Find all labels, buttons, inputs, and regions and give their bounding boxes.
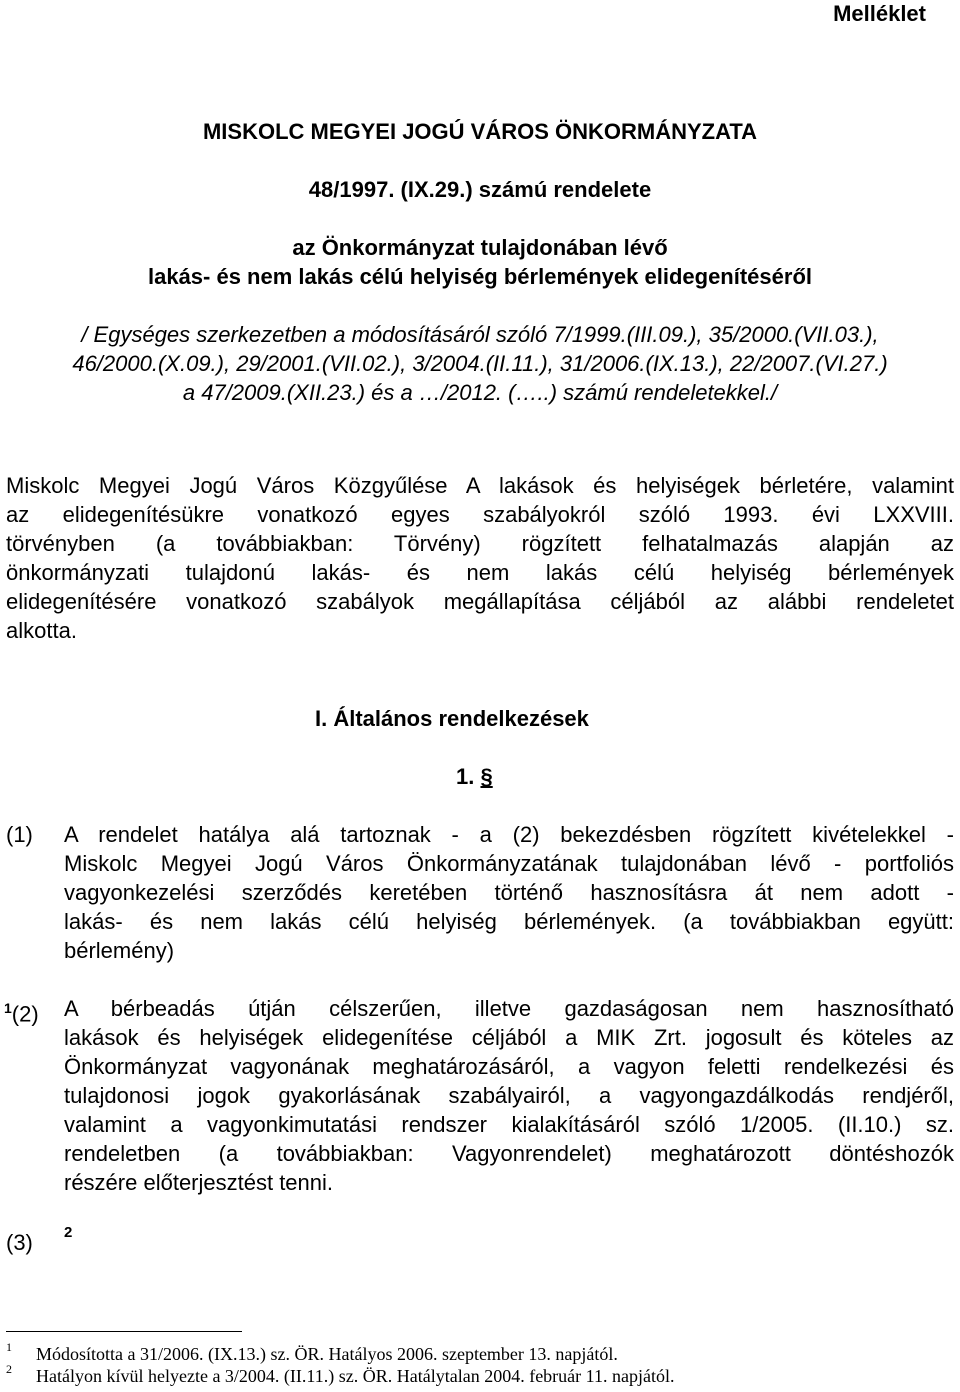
paragraph-number: (2) [11, 1001, 39, 1027]
city-title: MISKOLC MEGYEI JOGÚ VÁROS ÖNKORMÁNYZATA [202, 119, 758, 144]
footnote-divider [6, 1331, 242, 1332]
section-sign: § [480, 764, 493, 789]
footnote-ref-1[interactable]: 1 [4, 1000, 12, 1016]
footnote-text: Módosította a 31/2006. (IX.13.) sz. ÖR. Hatályos 2006. szeptember 13. napjától. [36, 1344, 618, 1364]
paragraph-line: A bérbeadás útján célszerűen, illetve gazdaságosan nem hasznosítható [64, 996, 954, 1021]
paragraph-line: tulajdonosi jogok gyakorlásának szabályairól, a vagyongazdálkodás rendjéről, [64, 1083, 954, 1108]
paragraph-line: lakás- és nem lakás célú helyiség bérlemények. (a továbbiakban együtt: [64, 909, 954, 934]
paragraph-marker-2 [4, 994, 39, 1028]
paragraph-line: Önkormányzat vagyonának meghatározásáról, a vagyon feletti rendelkezési és [64, 1054, 954, 1079]
footnote-number: 2 [6, 1362, 12, 1376]
consolidation-line-2: 46/2000.(X.09.), 29/2001.(VII.02.), 3/2004.(II.11.), 31/2006.(IX.13.), 22/2007.(VI.27.) [72, 351, 888, 376]
paragraph-line: A rendelet hatálya alá tartoznak - a (2) bekezdésben rögzített kivételekkel - [64, 822, 954, 847]
paragraph-line: bérlemény) [64, 938, 175, 963]
paragraph-line: valamint a vagyonkimutatási rendszer kialakításáról szóló 1/2005. (II.10.) sz. [64, 1112, 954, 1137]
paragraph-line: Miskolc Megyei Jogú Város Önkormányzatának tulajdonában lévő - portfoliós [64, 851, 954, 876]
annex-label: Melléklet [833, 1, 926, 26]
consolidation-line-1: / Egységes szerkezetben a módosításáról szóló 7/1999.(III.09.), 35/2000.(VII.03.), [81, 322, 879, 347]
footnote-ref-2[interactable]: 2 [64, 1224, 73, 1241]
preamble-line: önkormányzati tulajdonú lakás- és nem lakás célú helyiség bérlemények [6, 560, 954, 585]
preamble-line: törvényben (a továbbiakban: Törvény) rögzített felhatalmazás alapján az [6, 531, 954, 556]
paragraph-line: lakások és helyiségek elidegenítése céljából a MIK Zrt. jogosult és köteles az [64, 1025, 954, 1050]
section-number: 1. [456, 764, 475, 789]
subject-line-1: az Önkormányzat tulajdonában lévő [292, 235, 668, 260]
preamble-line: Miskolc Megyei Jogú Város Közgyűlése A lakások és helyiségek bérletére, valamint [6, 473, 954, 498]
footnote-text: Hatályon kívül helyezte a 3/2004. (II.11.) sz. ÖR. Hatálytalan 2004. február 11. napjától. [36, 1366, 675, 1386]
preamble-line: az elidegenítésükre vonatkozó egyes szabályokról szóló 1993. évi LXXVIII. [6, 502, 954, 527]
paragraph-marker-1: (1) [6, 822, 33, 847]
subject-line-2: lakás- és nem lakás célú helyiség bérlemények elidegenítéséről [147, 264, 813, 289]
section-heading [456, 762, 493, 791]
footnote-number: 1 [6, 1340, 12, 1354]
paragraph-marker-3: (3) [6, 1230, 33, 1255]
preamble-line: elidegenítésére vonatkozó szabályok megállapítása céljából az alábbi rendeletet [6, 589, 954, 614]
paragraph-line: vagyonkezelési szerződés keretében történő hasznosításra át nem adott - [64, 880, 954, 905]
preamble-line: alkotta. [6, 618, 77, 643]
paragraph-line: rendeletben (a továbbiakban: Vagyonrendelet) meghatározott döntéshozók [64, 1141, 954, 1166]
paragraph-line: részére előterjesztést tenni. [64, 1170, 334, 1195]
consolidation-line-3: a 47/2009.(XII.23.) és a …/2012. (…..) számú rendeletekkel./ [182, 380, 778, 405]
decree-number: 48/1997. (IX.29.) számú rendelete [308, 177, 652, 202]
chapter-title: I. Általános rendelkezések [315, 706, 589, 731]
